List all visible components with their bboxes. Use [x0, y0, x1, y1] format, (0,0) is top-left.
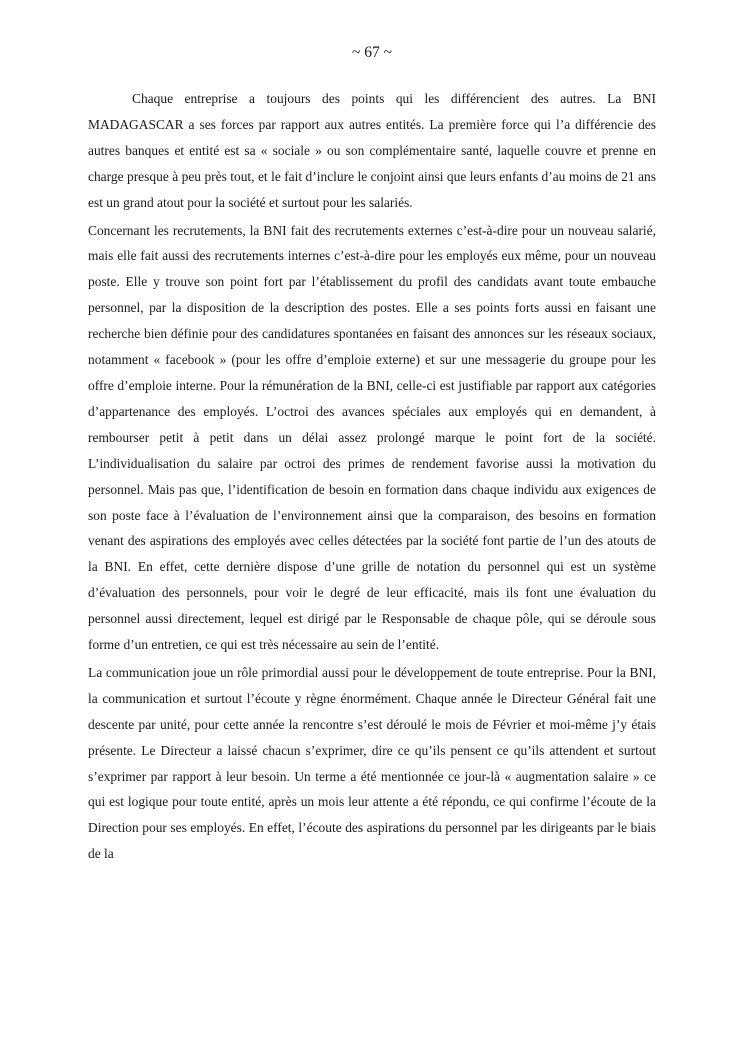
paragraph-recruitment: Concernant les recrutements, la BNI fait des recrutements externes c’est-à-dire pour un nouveau salarié, mais elle fait aussi des recrutements internes c’est-à-dire pour les employés eux même, pour un nouveau poste. Elle y trouve son point fort par l’établissement du profil des candidats avant toute embauche personnel, par la disposition de la description des postes. Elle a ses points forts aussi en faisant une recherche bien définie pour des candidatures spontanées en faisant des annonces sur les réseaux sociaux, notamment « facebook » (pour les offre d’emploie externe) et sur une messagerie du groupe pour les offre d’emploie interne. Pour la rémunération de la BNI, celle-ci est justifiable par rapport aux catégories d’appartenance des employés. L’octroi des avances spéciales aux employés qui en demandent, à rembourser petit à petit dans un délai assez prolongé marque le point fort de la société. L’individualisation du salaire par octroi des primes de rendement favorise aussi la motivation du personnel. Mais pas que, l’identification de besoin en formation dans chaque individu aux exigences de son poste face à l’évaluation de l’environnement ainsi que la comparaison, des besoins en formation venant des aspirations des employés avec celles détectées par la société font partie de l’un des atouts de la BNI. En effet, cette dernière dispose d’une grille de notation du personnel qui est un système d’évaluation des personnels, pour voir le degré de leur efficacité, mais ils font une évaluation du personnel aussi directement, lequel est dirigé par le Responsable de chaque pôle, qui se déroule sous forme d’un entretien, ce qui est très nécessaire au sein de l’entité. [88, 222, 656, 653]
paragraph-communication: La communication joue un rôle primordial aussi pour le développement de toute entreprise. Pour la BNI, la communication et surtout l’écoute y règne énormément. Chaque année le Directeur Général fait une descente par unité, pour cette année la rencontre s’est déroulé le mois de Février et moi-même j’y étais présente. Le Directeur a laissé chacun s’exprimer, dire ce qu’ils pensent ce qu’ils attendent et surtout s’exprimer par rapport à leur besoin. Un terme a été mentionnée ce jour-là « augmentation salaire » ce qui est logique pour toute entité, après un mois leur attente a été répondu, ce qui confirme l’écoute de la Direction pour ses employés. En effet, l’écoute des aspirations du personnel par les dirigeants par le biais de la [88, 664, 656, 862]
paragraph-strengths: Chaque entreprise a toujours des points qui les différencient des autres. La BNI MADAGASCAR a ses forces par rapport aux autres entités. La première force qui l’a différencie des autres banques et entité est sa « sociale » ou son complémentaire santé, laquelle couvre et prenne en charge presque à peu près tout, et le fait d’inclure le conjoint ainsi que leurs enfants d’au moins de 21 ans est un grand atout pour la société et surtout pour les salariés. [88, 91, 656, 210]
page-number: ~ 67 ~ [351, 44, 393, 61]
document-body [88, 86, 656, 867]
